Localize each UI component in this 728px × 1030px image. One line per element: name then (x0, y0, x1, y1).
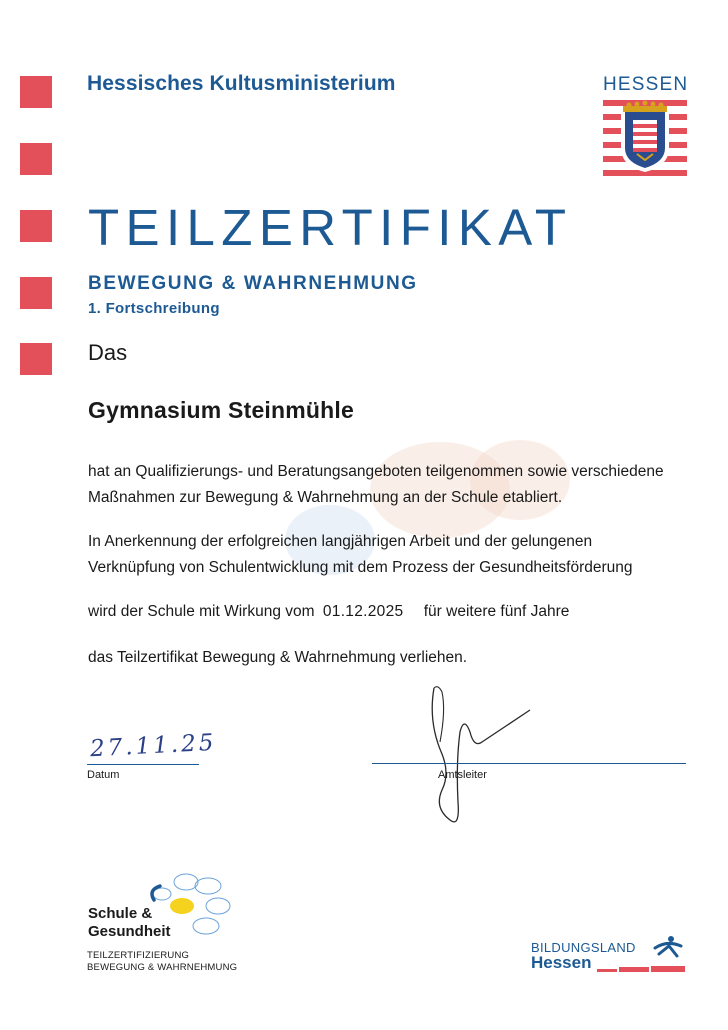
certificate-update: 1. Fortschreibung (88, 300, 220, 317)
signature-mark (420, 682, 550, 837)
effective-date: 01.12.2025 (322, 603, 404, 620)
certificate-title: TEILZERTIFIKAT (88, 199, 573, 256)
intro-text: Das (88, 340, 128, 365)
decor-square-1 (20, 76, 52, 108)
logo-line-2: Gesundheit (88, 923, 171, 940)
hessen-emblem (603, 74, 687, 182)
paragraph-1-line-1: hat an Qualifizierungs- und Beratungsangeboten teilgenommen sowie verschiedene (88, 463, 664, 480)
paragraph-4: das Teilzertifikat Bewegung & Wahrnehmung verliehen. (88, 649, 468, 666)
footer-caption (87, 950, 237, 974)
handwritten-date: 27.11.25 (89, 729, 218, 763)
certificate-subtitle: BEWEGUNG & WAHRNEHMUNG (88, 273, 418, 294)
official-label: Amtsleiter (438, 769, 487, 781)
decor-square-4 (20, 277, 52, 309)
decor-square-2 (20, 143, 52, 175)
paragraph-3-prefix: wird der Schule mit Wirkung vom (88, 603, 315, 620)
bildungsland-hessen-logo (531, 940, 687, 976)
schule-gesundheit-logo-text (88, 905, 171, 941)
hessen-label: HESSEN (603, 74, 689, 95)
paragraph-2-line-1: In Anerkennung der erfolgreichen langjährigen Arbeit und der gelungenen (88, 533, 593, 550)
paragraph-2 (88, 529, 708, 581)
ministry-name: Hessisches Kultusministerium (87, 72, 396, 95)
hessen-coat-of-arms-icon (603, 96, 687, 180)
footer-caption-line-1: TEILZERTIFIZIERUNG (87, 950, 190, 961)
paragraph-2-line-2: Verknüpfung von Schulentwicklung mit dem Prozess der Gesundheitsförderung (88, 559, 633, 576)
bildungsland-text: BILDUNGSLAND (531, 940, 636, 955)
school-name: Gymnasium Steinmühle (88, 397, 355, 423)
flower-watermark-icon (270, 420, 570, 620)
paragraph-3 (88, 599, 708, 625)
decor-square-5 (20, 343, 52, 375)
date-label: Datum (87, 769, 120, 781)
bildungsland-bars (597, 966, 685, 972)
hessen-text: Hessen (531, 953, 592, 972)
paragraph-1 (88, 459, 708, 511)
paragraph-1-line-2: Maßnahmen zur Bewegung & Wahrnehmung an der Schule etabliert. (88, 489, 563, 506)
paragraph-3-suffix: für weitere fünf Jahre (423, 603, 570, 620)
date-line (87, 764, 199, 765)
logo-line-1: Schule & (88, 905, 153, 922)
decor-square-3 (20, 210, 52, 242)
official-line (372, 763, 686, 764)
footer-caption-line-2: BEWEGUNG & WAHRNEHMUNG (87, 962, 238, 973)
bildungsland-figure-icon (649, 934, 685, 970)
